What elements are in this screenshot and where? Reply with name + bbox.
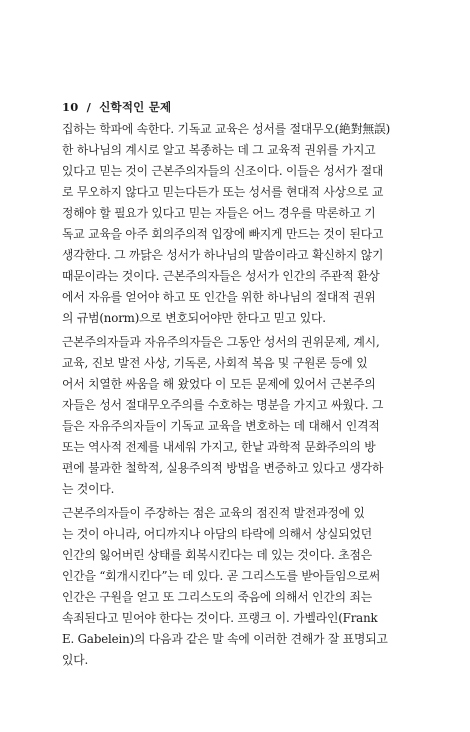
text-line: 정해야 할 필요가 있다고 믿는 자들은 어느 경우를 막론하고 기 (62, 206, 376, 220)
text-line: 생각한다. 그 까닭은 성서가 하나님의 말씀이라고 확신하지 않기 (62, 248, 384, 262)
text-line: 한 하나님의 계시로 알고 복종하는 데 그 교육적 권위를 가지고 (62, 143, 376, 157)
header-separator: / (86, 100, 92, 114)
body-text (62, 119, 424, 671)
text-line: 있다고 믿는 것이 근본주의자들의 신조이다. 이들은 성서가 절대 (62, 164, 384, 178)
text-line: 는 것이 아니라, 어디까지나 아담의 타락에 의해서 상실되었던 (62, 527, 372, 541)
text-line: 근본주의자들과 자유주의자들은 그동안 성서의 권위문제, 계시, (62, 335, 380, 349)
text-line: 있다. (62, 653, 89, 667)
page-number: 10 (62, 100, 79, 114)
text-line: 또는 역사적 전제를 내세워 가지고, 한낱 과학적 문화주의의 방 (62, 440, 376, 454)
text-line: 의 규범(norm)으로 변호되어야만 한다고 믿고 있다. (62, 311, 326, 325)
text-line: 인간은 구원을 얻고 또 그리스도의 죽음에 의해서 인간의 죄는 (62, 590, 372, 604)
text-line: 들은 자유주의자들이 기독교 교육을 변호하는 데 대해서 인격적 (62, 419, 380, 433)
text-line: 집하는 학파에 속한다. 기독교 교육은 성서를 절대무오(絶對無誤) (62, 122, 391, 136)
text-line: 어서 치열한 싸움을 해 왔었다 이 모든 문제에 있어서 근본주의 (62, 377, 376, 391)
text-line: 속죄된다고 믿어야 한다는 것이다. 프랭크 이. 가벨라인(Frank (62, 611, 378, 625)
text-line: 독교 교육을 아주 회의주의적 입장에 빠지게 만드는 것이 된다고 (62, 227, 384, 241)
chapter-title: 신학적인 문제 (99, 100, 172, 114)
text-line: 는 것이다. (62, 482, 115, 496)
text-line: 자들은 성서 절대무오주의를 수호하는 명분을 가지고 싸웠다. 그 (62, 398, 384, 412)
paragraph-3 (62, 503, 424, 671)
text-line: 때문이라는 것이다. 근본주의자들은 성서가 인간의 주관적 환상 (62, 269, 380, 283)
text-line: 근본주의자들이 주장하는 점은 교육의 점진적 발전과정에 있 (62, 506, 365, 520)
text-line: 에서 자유를 얻어야 하고 또 인간을 위한 하나님의 절대적 권위 (62, 290, 376, 304)
text-line: E. Gabelein)의 다음과 같은 말 속에 이러한 견해가 잘 표명되고 (62, 632, 388, 646)
text-line: 인간의 잃어버린 상태를 회복시킨다는 데 있는 것이다. 초점은 (62, 548, 372, 562)
paragraph-2 (62, 332, 424, 500)
text-line: 로 무오하지 않다고 믿는다든가 또는 성서를 현대적 사상으로 교 (62, 185, 384, 199)
text-line: 교육, 진보 발전 사상, 기독론, 사회적 복음 및 구원론 등에 있 (62, 356, 368, 370)
running-head (62, 99, 171, 115)
text-line: 편에 불과한 철학적, 실용주의적 방법을 변증하고 있다고 생각하 (62, 461, 384, 475)
text-line: 인간을 “회개시킨다”는 데 있다. 곧 그리스도를 받아들임으로써 (62, 569, 381, 583)
paragraph-1 (62, 119, 424, 329)
